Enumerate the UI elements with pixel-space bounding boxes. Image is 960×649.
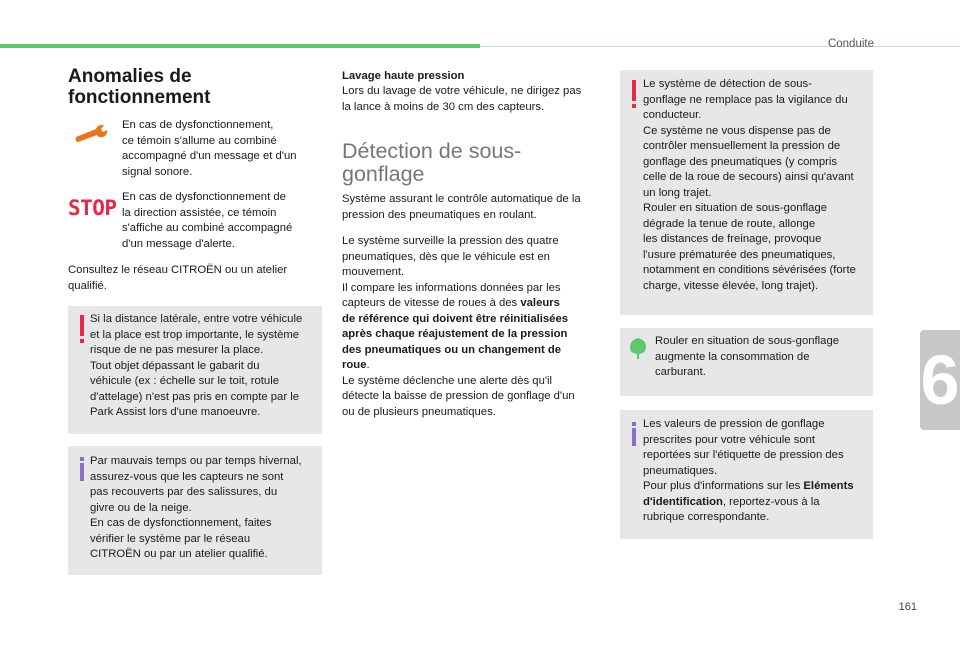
header-rule (480, 46, 960, 47)
lavage-text: Lors du lavage de votre véhicule, ne dirigez pas la lance à moins de 30 cm des capteurs. (342, 85, 582, 113)
eco-text: Rouler en situation de sous-gonflage augmente la consommation de carburant. (655, 335, 840, 378)
wrench-warning-text: En cas de dysfonctionnement, ce témoin s'allume au combiné accompagné d'un message et d'un signal sonore. (122, 119, 297, 178)
info-box-weather (68, 446, 322, 575)
chapter-tab (920, 330, 960, 430)
leaf-icon (627, 336, 649, 360)
section-title-detection: Détection de sous- gonflage (342, 139, 522, 186)
surveille-end: . Le système déclenche une alerte dès qu'il détecte la baisse de pression de gonflage d'un ou de plusieurs pneumatiques. (342, 359, 575, 418)
pressure-info-bold: Eléments d'identification (643, 480, 854, 508)
section-title-anomalies: Anomalies de fonctionnement (68, 66, 211, 108)
surveille-text: Le système surveille la pression des quatre pneumatiques, dès que le véhicule est en mouvement. Il compare les informations données par les capteurs de vitesse de roues à des (342, 235, 561, 309)
stop-warning-text: En cas de dysfonctionnement de la direction assistée, ce témoin s'affiche au combiné accompagné d'un message d'alerte. (122, 191, 293, 250)
header-accent-bar (0, 44, 480, 48)
intro-text: Système assurant le contrôle automatique de la pression des pneumatiques en roulant. (342, 193, 581, 221)
consult-text: Consultez le réseau CITROËN ou un atelier qualifié. (68, 264, 288, 292)
stop-icon (68, 196, 117, 220)
chapter-number: 6 (920, 341, 960, 419)
info-box-text: Par mauvais temps ou par temps hivernal, assurez-vous que les capteurs ne sont pas recouverts par des salissures, du givre ou de la neige. En cas de dysfonctionnement, faites vérifier le système par le réseau CITROËN ou par un atelier qualifié. (90, 455, 302, 560)
surveille-paragraph (342, 234, 604, 420)
surveille-bold: valeurs de référence qui doivent être réinitialisées après chaque réajustement de la pression des pneumatiques ou un changement de roue (342, 297, 569, 371)
warning-box-underinflation (620, 70, 873, 315)
chapter-label: Conduite (827, 38, 874, 50)
stop-icon-label: STOP (68, 196, 117, 220)
pressure-info-start: Les valeurs de pression de gonflage prescrites pour votre véhicule sont reportées sur l'étiquette de pression des pneumatiques. Pour plus d'informations sur les (643, 418, 844, 492)
page-number: 161 (898, 601, 917, 613)
underinflation-warning-text: Le système de détection de sous- gonflage ne remplace pas la vigilance du conducteur. Ce système ne vous dispense pas de contrôler mensuellement la pression de gonflage des pneumatiques (y compris celle de la roue de secours) ainsi qu'avant un long trajet. Rouler en situation de sous-gonflage dégrade la tenue de route, allonge les distances de freinage, provoque l'usure prématurée des pneumatiques, notamment en conditions sévérisées (forte charge, vitesse élevée, long trajet). (643, 78, 856, 292)
info-icon-2 (631, 422, 637, 446)
info-box-pressure (620, 410, 873, 539)
warning-box-park-assist (68, 306, 322, 434)
info-icon (79, 457, 85, 481)
warning-exclamation-icon-2 (631, 80, 637, 110)
lavage-title: Lavage haute pression (342, 70, 465, 82)
eco-box (620, 328, 873, 396)
warning-box-text: Si la distance latérale, entre votre véhicule et la place est trop importante, le système risque de ne pas mesurer la place. Tout objet dépassant le gabarit du véhicule (ex : échelle sur le toit, rotule d'attelage) n'est pas pris en compte par le Park Assist lors d'une manoeuvre. (90, 313, 303, 418)
wrench-icon (74, 123, 110, 143)
warning-exclamation-icon (79, 315, 85, 345)
pressure-info-end: , reportez-vous à la rubrique correspondante. (643, 495, 820, 523)
pressure-info-text (643, 417, 873, 526)
